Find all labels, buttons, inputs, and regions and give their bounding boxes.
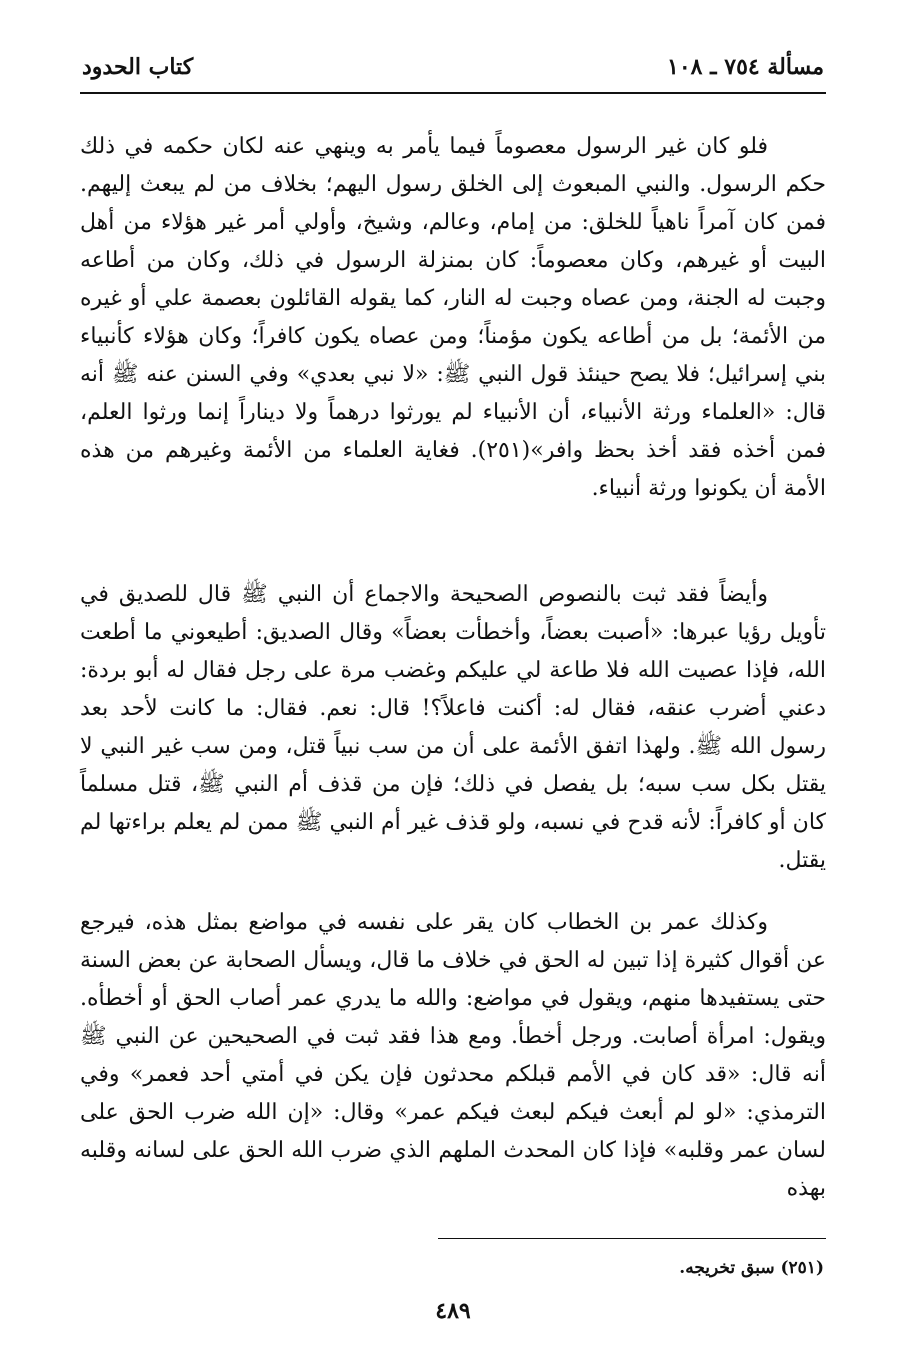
header-rule	[80, 92, 826, 94]
running-header-section: مسألة ٧٥٤ ـ ١٠٨	[667, 54, 824, 80]
page-number: ٤٨٩	[435, 1298, 471, 1324]
running-header-book-title: كتاب الحدود	[82, 54, 194, 80]
body-paragraph-3: وكذلك عمر بن الخطاب كان يقر على نفسه في مواضع بمثل هذه، فيرجع عن أقوال كثيرة إذا تبين له الحق في خلاف ما قال، ويسأل الصحابة عن بعض السنة حتى يستفيدها منهم، ويقول في مواضع: والله ما يدري عمر أصاب الحق أو أخطأه. ويقول: امرأة أصابت. ورجل أخطأ. ومع هذا فقد ثبت في الصحيحين عن النبي ﷺ أنه قال: «قد كان في الأمم قبلكم محدثون فإن يكن في أمتي أحد فعمر» وفي الترمذي: «لو لم أبعث فيكم لبعث فيكم عمر» وقال: «إن الله ضرب الحق على لسان عمر وقلبه» فإذا كان المحدث الملهم الذي ضرب الله الحق على لسانه وقلبه بهذه	[80, 910, 826, 1201]
footnote-rule	[438, 1238, 826, 1239]
body-paragraph-1: فلو كان غير الرسول معصوماً فيما يأمر به وينهي عنه لكان حكمه في ذلك حكم الرسول. والنبي المبعوث إلى الخلق رسول اليهم؛ بخلاف من لم يبعث إليهم. فمن كان آمراً ناهياً للخلق: من إمام، وعالم، وشيخ، وأولي أمر غير هؤلاء من أهل البيت أو غيرهم، وكان معصوماً: كان بمنزلة الرسول في ذلك، وكان من أطاعه وجبت له الجنة، ومن عصاه وجبت له النار، كما يقوله القائلون بعصمة علي أو غيره من الأئمة؛ بل من أطاعه يكون مؤمناً؛ ومن عصاه يكون كافراً؛ وكان هؤلاء كأنبياء بني إسرائيل؛ فلا يصح حينئذ قول النبي ﷺ: «لا نبي بعدي» وفي السنن عنه ﷺ أنه قال: «العلماء ورثة الأنبياء، أن الأنبياء لم يورثوا درهماً ولا ديناراً إنما ورثوا العلم، فمن أخذه فقد أخذ بحظ وافر»(٢٥١). فغاية العلماء من الأئمة وغيرهم من هذه الأمة أن يكونوا ورثة أنبياء.	[80, 134, 826, 501]
body-paragraph-2: وأيضاً فقد ثبت بالنصوص الصحيحة والاجماع أن النبي ﷺ قال للصديق في تأويل رؤيا عبرها: «أصبت بعضاً، وأخطأت بعضاً» وقال الصديق: أطيعوني ما أطعت الله، فإذا عصيت الله فلا طاعة لي عليكم وغضب مرة على رجل فقال له أبو بردة: دعني أضرب عنقه، فقال له: أكنت فاعلاً؟! قال: نعم. فقال: ما كانت لأحد بعد رسول الله ﷺ. ولهذا اتفق الأئمة على أن من سب نبياً قتل، ومن سب غير النبي لا يقتل بكل سب سبه؛ بل يفصل في ذلك؛ فإن من قذف أم النبي ﷺ، قتل مسلماً كان أو كافراً: لأنه قدح في نسبه، ولو قذف غير أم النبي ﷺ ممن لم يعلم براءتها لم يقتل.	[80, 582, 826, 873]
footnote: (٢٥١) سبق تخريجه.	[679, 1258, 824, 1278]
